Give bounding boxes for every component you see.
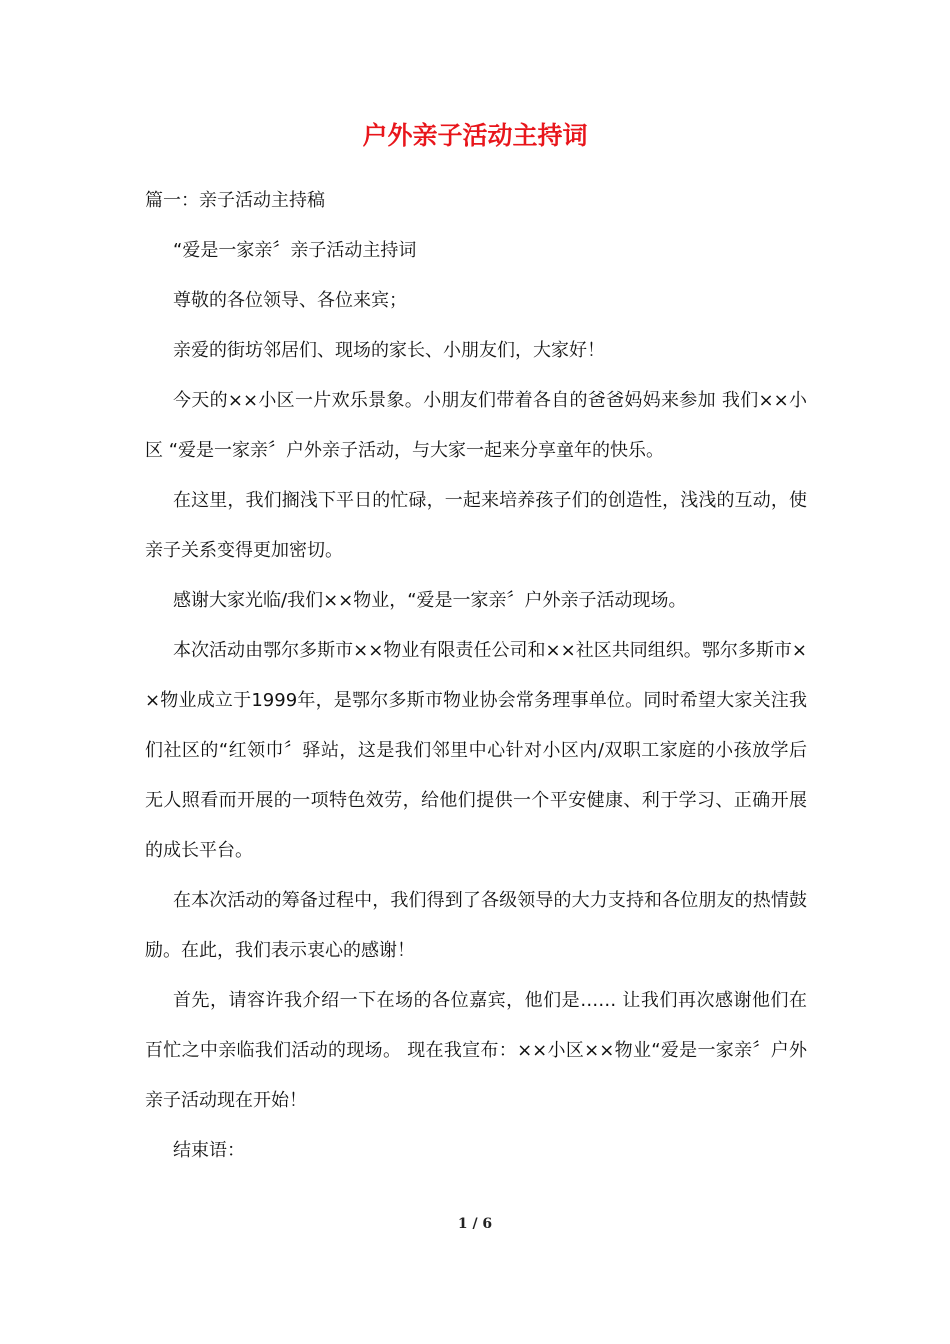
paragraph: 今天的××小区一片欢乐景象。小朋友们带着各自的爸爸妈妈来参加 我们××小区 “爱是一家亲〞户外亲子活动，与大家一起来分享童年的快乐。 [145, 390, 807, 461]
paragraph: 在本次活动的筹备过程中，我们得到了各级领导的大力支持和各位朋友的热情鼓励。在此，我们表示衷心的感谢！ [145, 890, 807, 961]
paragraph: 本次活动由鄂尔多斯市××物业有限责任公司和××社区共同组织。鄂尔多斯市××物业成立于1999年，是鄂尔多斯市物业协会常务理事单位。同时希望大家关注我们社区的“红领巾〞驿站，这是我们邻里中心针对小区内/双职工家庭的小孩放学后无人照看而开展的一项特色效劳，给他们提供一个平安健康、利于学习、正确开展的成长平台。 [145, 640, 807, 861]
paragraph: 结束语： [173, 1140, 245, 1161]
document-body [145, 176, 807, 1176]
paragraph: 尊敬的各位领导、各位来宾； [173, 290, 407, 311]
page-number: 1 / 6 [457, 1216, 493, 1232]
paragraph: “爱是一家亲〞亲子活动主持词 [173, 240, 417, 261]
document-title: 户外亲子活动主持词 [362, 121, 588, 150]
section-heading: 篇一：亲子活动主持稿 [145, 190, 325, 211]
paragraph: 亲爱的街坊邻居们、现场的家长、小朋友们，大家好！ [173, 340, 605, 361]
paragraph: 在这里，我们搁浅下平日的忙碌，一起来培养孩子们的创造性，浅浅的互动，使亲子关系变得更加密切。 [145, 490, 807, 561]
paragraph: 首先，请容许我介绍一下在场的各位嘉宾，他们是…… 让我们再次感谢他们在百忙之中亲临我们活动的现场。 现在我宣布：××小区××物业“爱是一家亲〞户外亲子活动现在开始！ [145, 990, 807, 1111]
paragraph: 感谢大家光临/我们××物业，“爱是一家亲〞户外亲子活动现场。 [173, 590, 687, 611]
